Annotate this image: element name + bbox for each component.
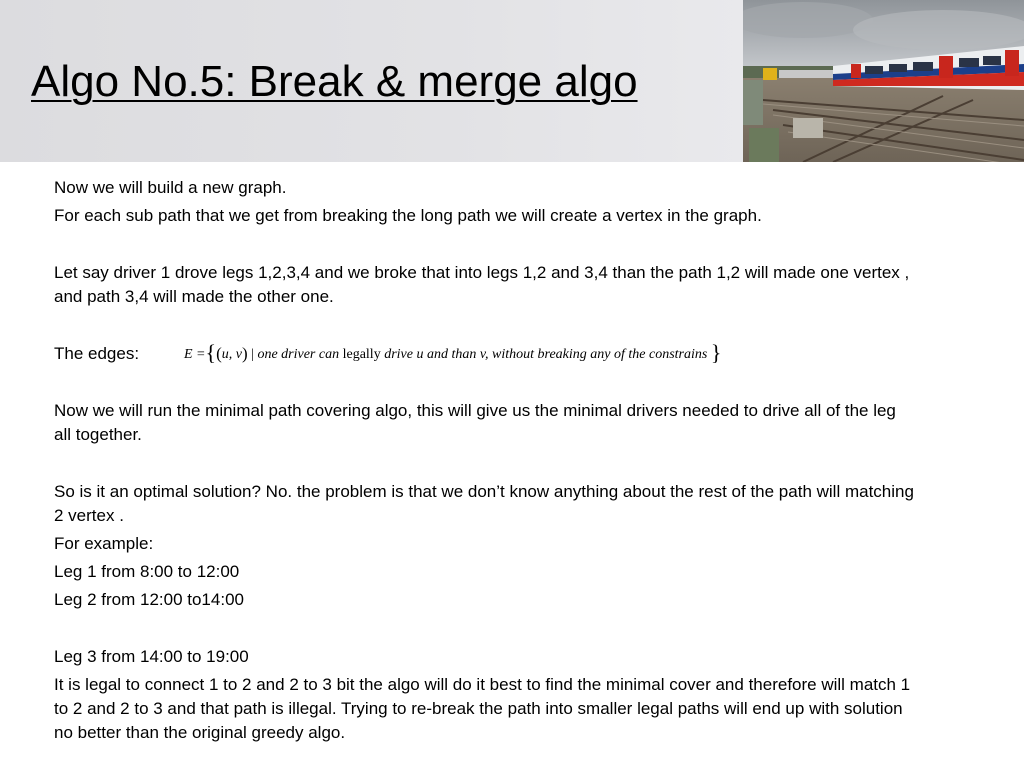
formula-open-brace: { [205,340,217,365]
slide-body [54,176,914,745]
paragraph-sub-path-vertex: For each sub path that we get from breaking the long path we will create a vertex in the graph. [54,206,762,225]
formula-close-paren: ) [241,344,248,363]
slide-title: Algo No.5: Break & merge algo [31,57,638,106]
formula-part1: one driver can [257,347,340,362]
paragraph-minimal-path-cover: Now we will run the minimal path covering algo, this will give us the minimal drivers needed to drive all of the leg all together. [54,401,896,444]
formula-bar: | [251,347,254,362]
formula-close-brace: } [710,340,722,365]
paragraph-leg-3: Leg 3 from 14:00 to 19:00 [54,647,249,666]
paragraph-new-graph: Now we will build a new graph. [54,178,287,197]
formula-part2: drive u and than v, without breaking any of the constrains [384,347,708,362]
paragraph-optimal-solution: So is it an optimal solution? No. the problem is that we don’t know anything about the rest of the path will matching 2 vertex . [54,482,914,525]
paragraph-leg-2: Leg 2 from 12:00 to14:00 [54,590,244,609]
paragraph-leg-1: Leg 1 from 8:00 to 12:00 [54,562,240,581]
formula-open-paren: ( [216,344,222,363]
edges-formula [184,341,721,367]
paragraph-for-example: For example: [54,534,154,553]
paragraph-driver-example: Let say driver 1 drove legs 1,2,3,4 and we broke that into legs 1,2 and 3,4 than the path 1,2 will made one vertex , and path 3,4 will made the other one. [54,263,910,306]
formula-legally: legally [342,347,381,362]
paragraph-conclusion: It is legal to connect 1 to 2 and 2 to 3 bit the algo will do it best to find the minimal cover and therefore will match 1 to 2 and 2 to 3 and that path is illegal. Trying to re-break the path into smaller legal paths will end up with solution no better than the original greedy algo. [54,675,911,742]
train-photo [743,0,1024,162]
edges-definition [54,342,914,366]
slide-header [0,0,743,162]
formula-lhs: E = [184,347,206,362]
edges-label: The edges: [54,344,140,363]
formula-pair: u, v [221,347,242,362]
